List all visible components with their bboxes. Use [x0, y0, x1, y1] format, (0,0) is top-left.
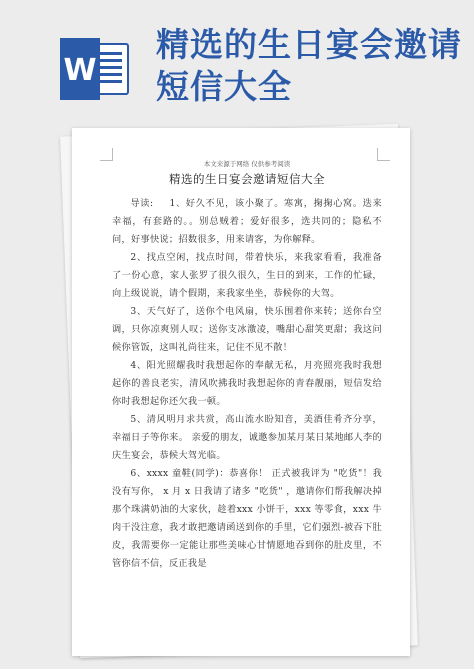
- paragraph: [112, 195, 382, 249]
- paragraph: 5、清风明月求共赏，高山流水盼知音，美酒佳肴齐分享，幸福日子等你来。 亲爱的朋友，诚邀参加某月某日某地邮人李的庆生宴会，恭候大驾光临。: [112, 414, 382, 461]
- paragraph: 6、xxxx 童鞋(同学)：恭喜你！ 正式被我评为 "吃货"！我没有写你， x 月 x 日我请了诸多 "吃货" ，邀请你们帮我解决掉那个珠满奶油的大家伙，趁着xxx 小饼干，xxx 等零食，xxx 牛肉干没注意，我才敢把邀请函送到你的手里，它们强烈-被吞下肚皮，我需要你一定能让那些美味心甘情愿地吞到你的肚皮里，不管你信不信，反正我是: [112, 468, 382, 569]
- margin-mark: [377, 148, 390, 161]
- page-headline: 精选的生日宴会邀请短信大全: [156, 25, 462, 106]
- margin-mark: [100, 148, 113, 161]
- paragraph: 2、找点空闲，找点时间，带着快乐，来我家看看，我准备了一份心意，家人张罗了很久很久，生日的到来，工作的忙碌，向上级说说，请个假期，来我家坐坐，恭候你的大驾。: [112, 252, 382, 299]
- title-banner: [0, 0, 474, 118]
- paragraph: 3、天气好了，送你个电风扇，快乐围着你来转；送你台空调，只你凉爽别人叹；送你支冰激凌，嘴甜心甜笑更甜；我这问候你管饭，这叫礼尚往来，记住不见不散！: [112, 306, 382, 353]
- word-icon: [60, 38, 130, 100]
- paragraph: 4、阳光照耀我时我想起你的奉献无私，月亮照亮我时我想起你的善良老实，清风吹拂我时我想起你的青春靓丽，短信发给你时我想起你还欠我一顿。: [112, 360, 382, 407]
- svg-text:W: W: [63, 53, 97, 88]
- document-title: 精选的生日宴会邀请短信大全: [169, 172, 325, 186]
- source-note: 本文来源于网络 仅供参考阅读: [203, 160, 291, 168]
- document-page: [72, 128, 410, 656]
- intro-label: 导读:: [130, 198, 154, 209]
- paragraph-text: 1、好久不见，该小聚了。寒寓，掬掬心窝。迭来幸福，有套路的。。别总贼着；爱好很多，选共同的；隐私不问，好事快说；招数很多，用来请客，为你解释。: [112, 198, 382, 245]
